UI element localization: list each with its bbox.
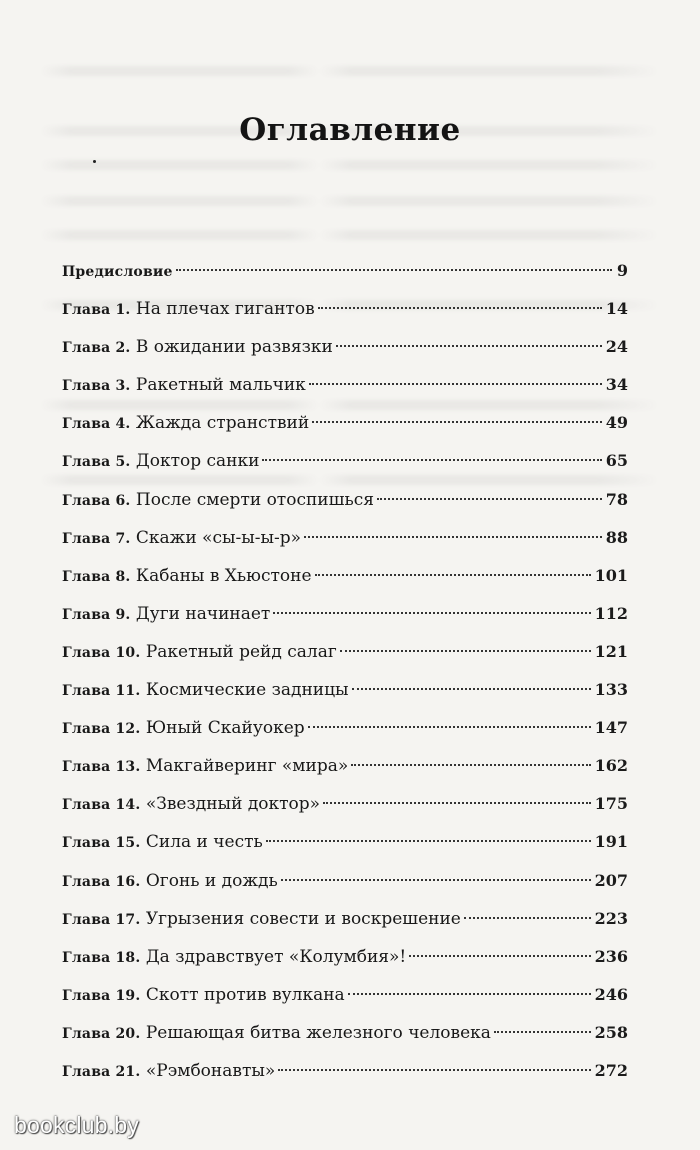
- chapter-title: Ракетный мальчик: [135, 375, 306, 396]
- toc-entry-label: [62, 1014, 491, 1053]
- toc-entry-chapter-20[interactable]: [62, 1014, 628, 1052]
- bleed-through-line: [40, 66, 660, 76]
- chapter-title: Юный Скайуокер: [145, 718, 305, 739]
- chapter-prefix: Глава 21.: [62, 1063, 141, 1080]
- chapter-prefix: Глава 14.: [62, 797, 141, 814]
- toc-entry-chapter-1[interactable]: [62, 290, 628, 328]
- chapter-prefix: Глава 12.: [62, 721, 141, 738]
- toc-entry-label: [62, 785, 320, 824]
- chapter-title: Доктор санки: [135, 451, 260, 472]
- toc-entry-preface[interactable]: [62, 252, 628, 290]
- chapter-prefix: Глава 2.: [62, 340, 131, 357]
- toc-page-number: 14: [605, 299, 628, 319]
- dot-leader: [262, 459, 601, 461]
- dot-leader: [352, 688, 591, 690]
- chapter-title: После смерти отоспишься: [135, 489, 374, 510]
- toc-page-number: 191: [594, 832, 628, 852]
- stray-dot: [93, 160, 96, 163]
- chapter-title: Угрызения совести и воскрешение: [145, 908, 461, 929]
- toc-page-number: 121: [594, 641, 628, 661]
- chapter-title: Огонь и дождь: [145, 870, 278, 891]
- chapter-list: [62, 290, 628, 1090]
- toc-entry-label: [62, 1052, 275, 1091]
- toc-page-number: 272: [594, 1060, 628, 1080]
- toc-entry-chapter-19[interactable]: [62, 976, 628, 1014]
- chapter-prefix: Глава 5.: [62, 454, 131, 471]
- toc-entry-label: [62, 557, 312, 596]
- toc-entry-chapter-15[interactable]: [62, 823, 628, 861]
- toc-page-number: 175: [594, 794, 628, 814]
- dot-leader: [409, 955, 590, 957]
- chapter-title: «Звездный доктор»: [145, 794, 321, 815]
- chapter-prefix: Глава 20.: [62, 1025, 141, 1042]
- dot-leader: [340, 650, 591, 652]
- toc-page-number: 78: [605, 489, 628, 509]
- toc-entry-label: [62, 328, 333, 367]
- bleed-through-line: [40, 196, 660, 206]
- chapter-prefix: Глава 13.: [62, 759, 141, 776]
- toc-page-number: 258: [594, 1022, 628, 1042]
- chapter-title: «Рэмбонавты»: [145, 1060, 276, 1081]
- dot-leader: [278, 1069, 590, 1071]
- dot-leader: [464, 917, 591, 919]
- toc-entry-chapter-7[interactable]: [62, 519, 628, 557]
- dot-leader: [377, 498, 602, 500]
- watermark: bookclub.by: [14, 1112, 139, 1138]
- chapter-prefix: Глава 7.: [62, 530, 131, 547]
- toc-page-number: 162: [594, 756, 628, 776]
- toc-entry-chapter-11[interactable]: [62, 671, 628, 709]
- dot-leader: [176, 269, 612, 271]
- toc-page-number: 24: [605, 337, 628, 357]
- toc-entry-label: [62, 938, 406, 977]
- toc-page-number: 49: [605, 413, 628, 433]
- chapter-title: На плечах гигантов: [135, 299, 315, 320]
- chapter-prefix: Глава 17.: [62, 911, 141, 928]
- toc-entry-chapter-4[interactable]: [62, 404, 628, 442]
- chapter-prefix: Глава 8.: [62, 568, 131, 585]
- toc-page-number: 223: [594, 908, 628, 928]
- table-of-contents: [62, 252, 628, 1090]
- toc-entry-chapter-3[interactable]: [62, 366, 628, 404]
- dot-leader: [308, 726, 591, 728]
- toc-entry-chapter-8[interactable]: [62, 557, 628, 595]
- toc-entry-label: [62, 252, 173, 291]
- dot-leader: [266, 840, 591, 842]
- chapter-title: Космические задницы: [145, 680, 349, 701]
- dot-leader: [336, 345, 602, 347]
- toc-page-number: 88: [605, 527, 628, 547]
- dot-leader: [312, 421, 602, 423]
- toc-entry-chapter-17[interactable]: [62, 900, 628, 938]
- dot-leader: [273, 612, 590, 614]
- toc-page-number: 207: [594, 870, 628, 890]
- toc-entry-chapter-12[interactable]: [62, 709, 628, 747]
- dot-leader: [315, 574, 591, 576]
- chapter-prefix: Глава 4.: [62, 416, 131, 433]
- toc-entry-chapter-18[interactable]: [62, 938, 628, 976]
- toc-entry-label: [62, 633, 337, 672]
- chapter-title: Макгайверинг «мира»: [145, 756, 349, 777]
- toc-entry-label: [62, 976, 345, 1015]
- toc-page-number: 112: [594, 603, 628, 623]
- toc-entry-label: [62, 823, 263, 862]
- toc-entry-label: [62, 709, 305, 748]
- toc-entry-label: [62, 595, 270, 634]
- toc-entry-title: Предисловие: [62, 264, 173, 280]
- chapter-prefix: Глава 16.: [62, 873, 141, 890]
- toc-entry-chapter-14[interactable]: [62, 785, 628, 823]
- chapter-title: Ракетный рейд салаг: [145, 641, 337, 662]
- chapter-prefix: Глава 3.: [62, 378, 131, 395]
- toc-entry-chapter-2[interactable]: [62, 328, 628, 366]
- toc-entry-label: [62, 862, 278, 901]
- dot-leader: [304, 536, 602, 538]
- chapter-prefix: Глава 11.: [62, 683, 141, 700]
- chapter-prefix: Глава 6.: [62, 492, 131, 509]
- dot-leader: [281, 879, 591, 881]
- chapter-title: Решающая битва железного человека: [145, 1022, 491, 1043]
- chapter-title: Да здравствует «Колумбия»!: [145, 946, 407, 967]
- toc-entry-chapter-21[interactable]: [62, 1052, 628, 1090]
- chapter-title: В ожидании развязки: [135, 337, 333, 358]
- chapter-prefix: Глава 10.: [62, 644, 141, 661]
- toc-page-number: 65: [605, 451, 628, 471]
- chapter-prefix: Глава 19.: [62, 987, 141, 1004]
- dot-leader: [323, 802, 591, 804]
- toc-entry-label: [62, 290, 315, 329]
- chapter-title: Скотт против вулкана: [145, 984, 345, 1005]
- toc-page-number: 133: [594, 680, 628, 700]
- chapter-title: Кабаны в Хьюстоне: [135, 565, 312, 586]
- dot-leader: [309, 383, 602, 385]
- dot-leader: [348, 993, 591, 995]
- chapter-prefix: Глава 18.: [62, 949, 141, 966]
- dot-leader: [318, 307, 602, 309]
- toc-page-number: 147: [594, 718, 628, 738]
- toc-entry-label: [62, 404, 309, 443]
- dot-leader: [351, 764, 590, 766]
- bleed-through-line: [40, 230, 660, 240]
- toc-page-number: 101: [594, 565, 628, 585]
- toc-entry-label: [62, 519, 301, 558]
- toc-entry-label: [62, 671, 349, 710]
- chapter-title: Дуги начинает: [135, 603, 271, 624]
- toc-page-number: 236: [594, 946, 628, 966]
- toc-entry-chapter-13[interactable]: [62, 747, 628, 785]
- bleed-through-line: [40, 160, 660, 170]
- chapter-prefix: Глава 15.: [62, 835, 141, 852]
- toc-entry-label: [62, 747, 348, 786]
- toc-entry-label: [62, 900, 461, 939]
- toc-entry-label: [62, 442, 259, 481]
- page-title: Оглавление: [239, 112, 461, 148]
- chapter-prefix: Глава 9.: [62, 606, 131, 623]
- dot-leader: [494, 1031, 591, 1033]
- toc-entry-label: [62, 481, 374, 520]
- toc-entry-chapter-5[interactable]: [62, 442, 628, 480]
- toc-page-number: 246: [594, 984, 628, 1004]
- toc-entry-chapter-6[interactable]: [62, 481, 628, 519]
- chapter-title: Сила и честь: [145, 832, 263, 853]
- toc-entry-chapter-16[interactable]: [62, 862, 628, 900]
- toc-entry-chapter-10[interactable]: [62, 633, 628, 671]
- toc-entry-chapter-9[interactable]: [62, 595, 628, 633]
- toc-page-number: 34: [605, 375, 628, 395]
- toc-entry-label: [62, 366, 306, 405]
- chapter-title: Жажда странствий: [135, 413, 310, 434]
- chapter-prefix: Глава 1.: [62, 302, 131, 319]
- toc-page-number: 9: [616, 261, 628, 280]
- chapter-title: Скажи «сы-ы-ы-р»: [135, 527, 302, 548]
